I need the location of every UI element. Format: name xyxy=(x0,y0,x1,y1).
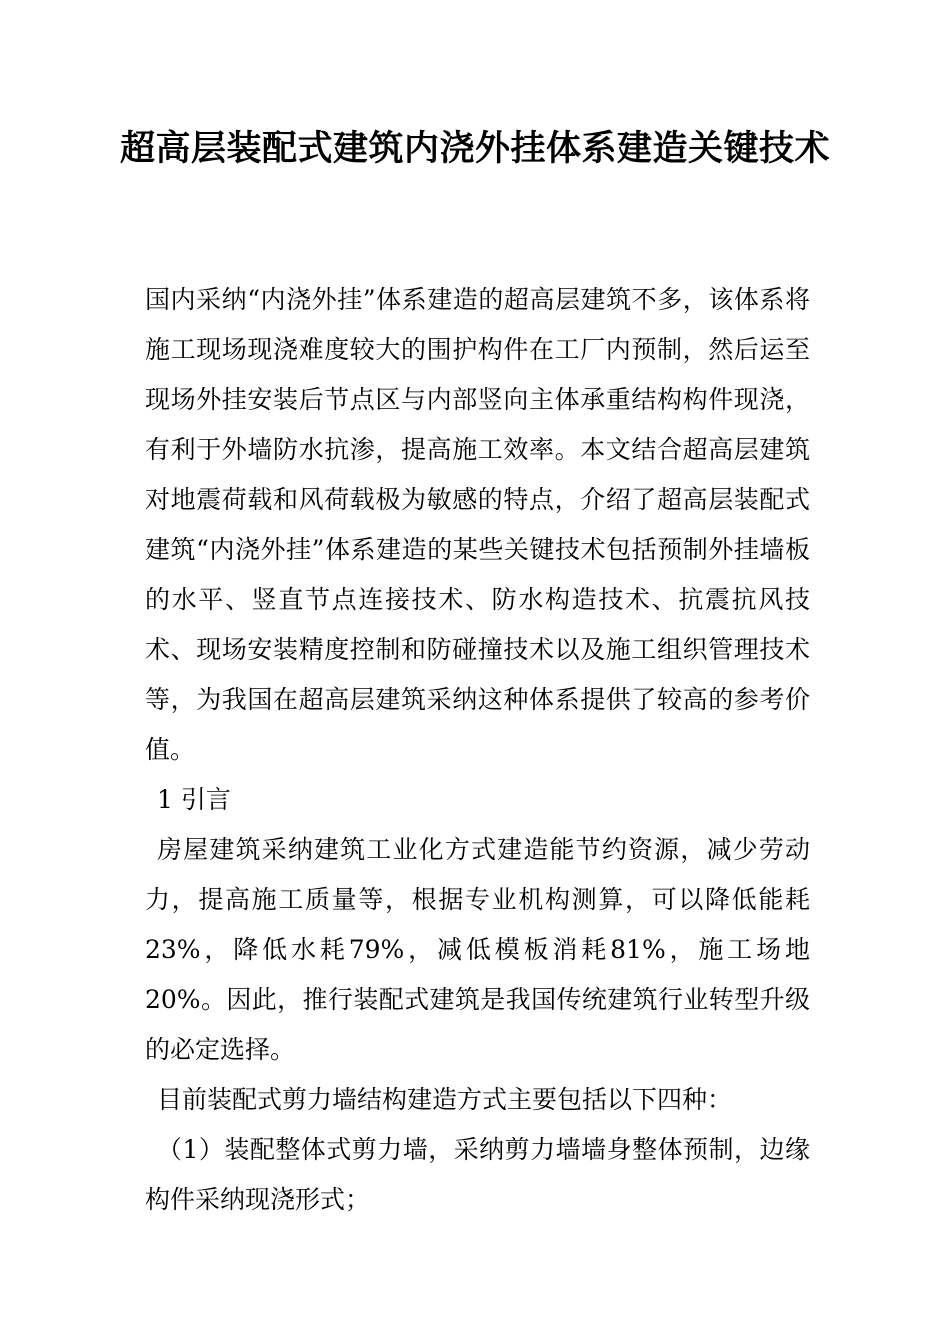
method-item-1: （1）装配整体式剪力墙，采纳剪力墙墙身整体预制，边缘构件采纳现浇形式； xyxy=(145,1135,810,1214)
document-body xyxy=(145,275,810,1225)
abstract-paragraph: 国内采纳“内浇外挂”体系建造的超高层建筑不多，该体系将施工现场现浇难度较大的围护构件在工厂内预制，然后运至现场外挂安装后节点区与内部竖向主体承重结构构件现浇，有利于外墙防水抗渗，提高施工效率。本文结合超高层建筑对地震荷载和风荷载极为敏感的特点，介绍了超高层装配式建筑“内浇外挂”体系建造的某些关键技术包括预制外挂墙板的水平、竖直节点连接技术、防水构造技术、抗震抗风技术、现场安装精度控制和防碰撞技术以及施工组织管理技术等，为我国在超高层建筑采纳这种体系提供了较高的参考价值。 xyxy=(145,285,810,764)
intro-paragraph: 房屋建筑采纳建筑工业化方式建造能节约资源，减少劳动力，提高施工质量等，根据专业机构测算，可以降低能耗23%，降低水耗79%，减低模板消耗81%，施工场地20%。因此，推行装配式建筑是我国传统建筑行业转型升级的必定选择。 xyxy=(145,835,810,1064)
methods-intro-paragraph: 目前装配式剪力墙结构建造方式主要包括以下四种： xyxy=(157,1085,733,1114)
document-title: 超高层装配式建筑内浇外挂体系建造关键技术 xyxy=(120,129,831,169)
section-heading-introduction: 1 引言 xyxy=(157,785,231,814)
